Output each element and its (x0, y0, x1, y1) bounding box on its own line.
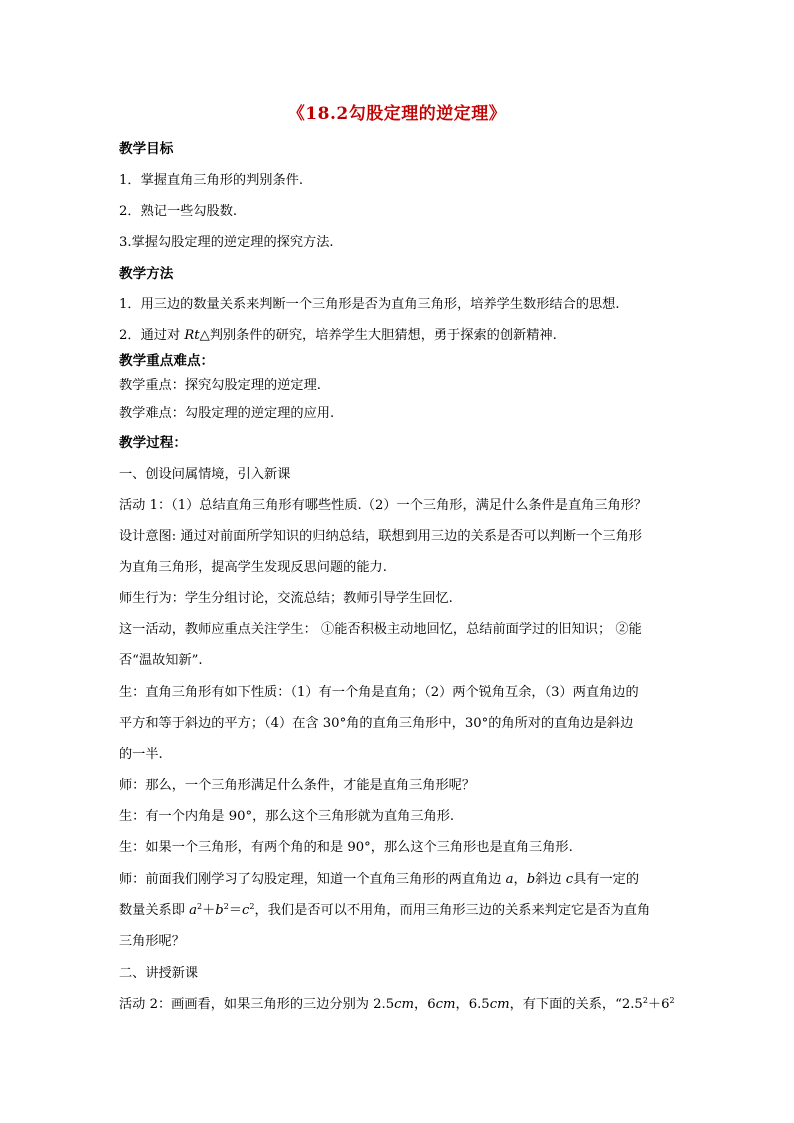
var-a: a (505, 872, 514, 887)
process-heading: 教学过程： (119, 435, 187, 451)
teacher-remark-line-3: 三角形呢？ (119, 934, 185, 949)
teacher-remark-text: 具有一定的 (573, 872, 640, 887)
focus-line-2: 否“温故知新”. (119, 653, 203, 668)
keypoints-heading: 教学重点难点： (119, 353, 215, 369)
method-2-post: △判别条件的研究，培养学生大胆猜想，勇于探索的创新精神. (199, 328, 557, 343)
exponent: 2 (642, 996, 648, 1005)
teacher-action: 师生行为：学生分组讨论，交流总结；教师引导学生回忆. (119, 591, 453, 606)
teacher-remark-line-2 (119, 902, 650, 920)
pythagorean-equation (189, 903, 254, 918)
activity-2-text: ，有下面的关系，“2.5 (509, 997, 643, 1012)
exponent: 2 (249, 902, 255, 911)
section-2-heading: 二、讲授新课 (119, 966, 199, 981)
exponent: 2 (197, 902, 203, 911)
student-answer-3: 生：如果一个三角形，有两个角的和是 90°，那么这个三角形也是直角三角形. (119, 840, 573, 855)
teacher-remark-text: 斜边 (535, 872, 566, 887)
teacher-question: 师：那么，一个三角形满足什么条件，才能是直角三角形呢？ (119, 778, 476, 793)
unit-cm: cm (394, 997, 415, 1012)
goal-2: 2．熟记一些勾股数. (119, 204, 238, 219)
eq-b: b (215, 903, 224, 918)
student-answer-1-line-1: 生：直角三角形有如下性质：（1）有一个角是直角；（2）两个锐角互余，（3）两直角边的 (119, 685, 639, 700)
teacher-remark-text: ，我们是否可以不用角，而用三角形三边的关系来判定它是否为直角 (254, 903, 651, 918)
design-intent-line-1: 设计意图: 通过对前面所学知识的归纳总结，联想到用三边的关系是否可以判断一个三角形 (119, 529, 642, 544)
teacher-remark-text: 师：前面我们刚学习了勾股定理，知道一个直角三角形的两直角边 (119, 872, 506, 887)
method-2 (119, 327, 557, 345)
equals-sign: ＝ (228, 903, 243, 918)
method-heading: 教学方法 (119, 266, 174, 282)
student-answer-2: 生：有一个内角是 90°，那么这个三角形就为直角三角形. (119, 809, 455, 824)
plus-sign: ＋ (202, 903, 216, 918)
method-2-rt: Rt (184, 328, 200, 343)
activity-2 (119, 996, 675, 1014)
goals-heading: 教学目标 (119, 141, 174, 157)
activity-2-text: ＋6 (647, 997, 670, 1012)
difficulty-point: 教学难点：勾股定理的逆定理的应用. (119, 406, 335, 421)
activity-1: 活动 1：（1）总结直角三角形有哪些性质.（2）一个三角形，满足什么条件是直角三角形？ (119, 498, 648, 513)
unit-cm: cm (489, 997, 510, 1012)
activity-2-text: ，6.5 (455, 997, 490, 1012)
design-intent-line-2: 为直角三角形，提高学生发现反思问题的能力. (119, 560, 387, 575)
goal-3: 3.掌握勾股定理的逆定理的探究方法. (119, 235, 334, 250)
student-answer-1-line-3: 的一半. (119, 747, 163, 762)
var-c: c (565, 872, 574, 887)
comma: ， (513, 872, 527, 887)
teacher-remark-text: 数量关系即 (119, 903, 190, 918)
activity-2-text: 活动 2：画画看，如果三角形的三边分别为 2.5 (119, 997, 395, 1012)
method-2-pre: 2．通过对 (119, 328, 185, 343)
method-1: 1．用三边的数量关系来判断一个三角形是否为直角三角形，培养学生数形结合的思想. (119, 297, 620, 312)
teacher-remark-line-1 (119, 871, 639, 889)
focus-line-1: 这一活动，教师应重点关注学生： ①能否积极主动地回忆，总结前面学过的旧知识； ②能 (119, 622, 642, 637)
var-b: b (526, 872, 536, 887)
unit-cm: cm (435, 997, 456, 1012)
student-answer-1-line-2: 平方和等于斜边的平方；（4）在含 30°角的直角三角形中，30°的角所对的直角边是斜边 (119, 716, 634, 731)
exponent: 2 (223, 902, 229, 911)
exponent: 2 (669, 996, 675, 1005)
goal-1: 1．掌握直角三角形的判别条件. (119, 173, 304, 188)
document-title: 《18.2勾股定理的逆定理》 (287, 104, 507, 124)
eq-c: c (242, 903, 250, 918)
section-1-heading: 一、创设问属情境，引入新课 (119, 467, 291, 482)
eq-a: a (189, 903, 198, 918)
activity-2-text: ，6 (414, 997, 436, 1012)
key-point: 教学重点：探究勾股定理的逆定理. (119, 378, 322, 393)
